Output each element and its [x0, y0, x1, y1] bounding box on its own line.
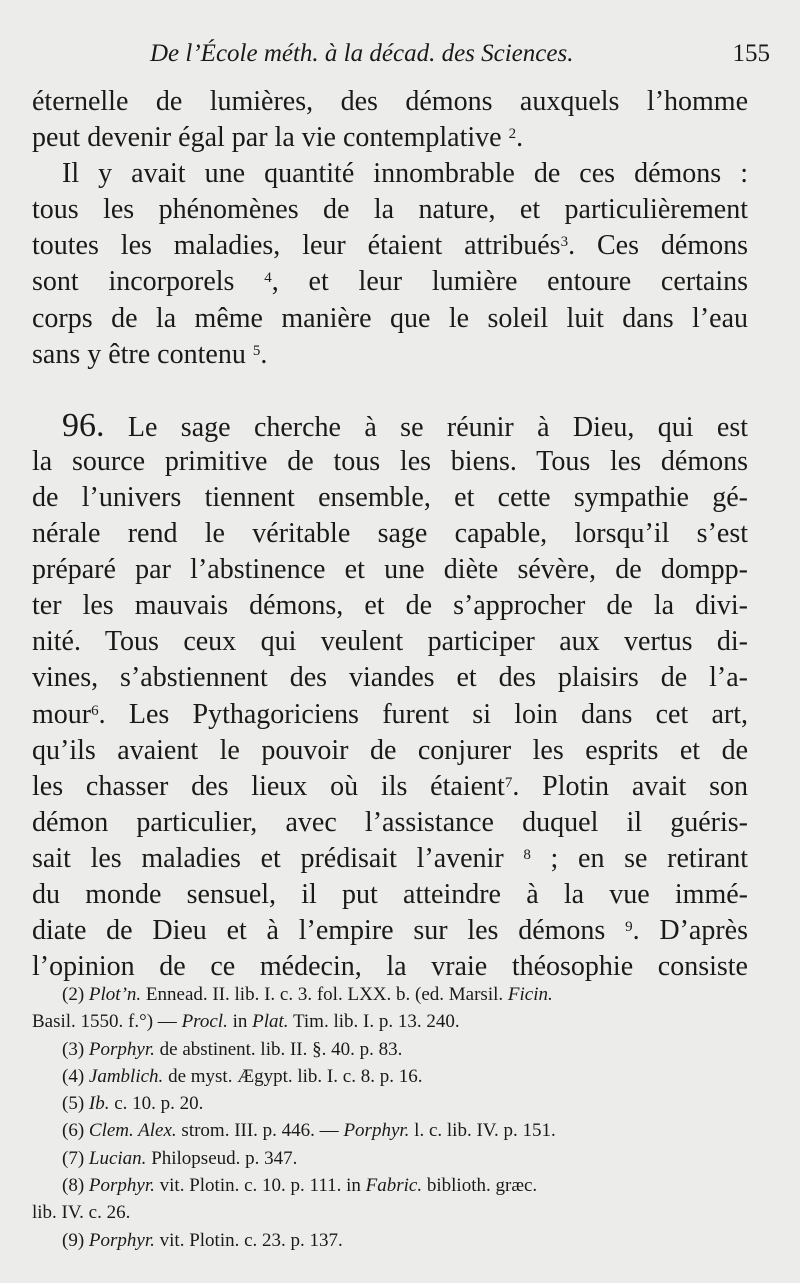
- text-line: sait les maladies et prédisait l’avenir $^8$ ; en se retirant: [32, 842, 748, 874]
- text-line: du monde sensuel, il put atteindre à la vue immé-: [32, 878, 748, 910]
- text-line: corps de la même manière que le soleil luit dans l’eau: [32, 302, 748, 334]
- text-line: la source primitive de tous les biens. Tous les démons: [32, 445, 748, 477]
- text-line: sont incorporels $^4$, et leur lumière entoure certains: [32, 266, 748, 298]
- footnote: (7) Lucian. Philopseud. p. 347.: [62, 1147, 298, 1169]
- footnote-ref: 6: [91, 702, 99, 719]
- running-header: [150, 36, 770, 76]
- running-title: De l’École méth. à la décad. des Sciences.: [150, 40, 574, 67]
- text-line: l’opinion de ce médecin, la vraie théosophie consiste: [32, 951, 748, 983]
- footnote-ref: 9: [625, 919, 633, 936]
- text-line: peut devenir égal par la vie contemplative $^2$.: [32, 122, 524, 154]
- footnote-ref: 8: [523, 846, 531, 863]
- text-line: Il y avait une quantité innombrable de ces démons :: [62, 158, 748, 190]
- text-line: nérale rend le véritable sage capable, lorsqu’il s’est: [32, 518, 748, 550]
- footnote: (6) Clem. Alex. strom. III. p. 446. — Porphyr. l. c. lib. IV. p. 151.: [62, 1120, 556, 1142]
- text-line: tous les phénomènes de la nature, et particulièrement: [32, 194, 748, 226]
- text-line: démon particulier, avec l’assistance duquel il guéris-: [32, 806, 748, 838]
- footnote: (2) Plot’n. Ennead. II. lib. I. c. 3. fol. LXX. b. (ed. Marsil. Ficin.: [62, 984, 553, 1005]
- text-line: ter les mauvais démons, et de s’approcher de la divi-: [32, 590, 748, 622]
- text-line: vines, s’abstiennent des viandes et des plaisirs de l’a-: [32, 662, 748, 694]
- footnote-continuation: Basil. 1550. f.°) — Procl. in Plat. Tim. lib. I. p. 13. 240.: [32, 1011, 460, 1033]
- section-number: 96.: [62, 407, 105, 444]
- text-line: diate de Dieu et à l’empire sur les démons $^9$. D’après: [32, 915, 748, 947]
- footnote-ref: 7: [504, 774, 513, 791]
- text-line: de l’univers tiennent ensemble, et cette sympathie gé-: [32, 481, 748, 513]
- text-line: mour$^6$. Les Pythagoriciens furent si loin dans cet art,: [32, 698, 748, 730]
- text-line: préparé par l’abstinence et une diète sévère, de dompp-: [32, 554, 748, 586]
- main-text: [32, 84, 748, 985]
- text-line: éternelle de lumières, des démons auxquels l’homme: [32, 86, 748, 117]
- text-line: toutes les maladies, leur étaient attribués$^3$. Ces démons: [32, 230, 748, 262]
- footnote: (3) Porphyr. de abstinent. lib. II. §. 40. p. 83.: [62, 1038, 403, 1060]
- footnote: (9) Porphyr. vit. Plotin. c. 23. p. 137.: [62, 1229, 343, 1251]
- footnote-ref: 2: [508, 126, 517, 143]
- footnotes: [32, 981, 752, 1254]
- text-line: sans y être contenu $^5$.: [32, 338, 268, 370]
- text-line: nité. Tous ceux qui veulent participer aux vertus di-: [32, 626, 748, 658]
- footnote-ref: 3: [560, 234, 569, 251]
- footnote-continuation: lib. IV. c. 26.: [32, 1202, 131, 1224]
- text-line: les chasser des lieux où ils étaient$^7$. Plotin avait son: [32, 770, 748, 802]
- text-line: qu’ils avaient le pouvoir de conjurer les esprits et de: [32, 734, 748, 766]
- footnote: (4) Jamblich. de myst. Ægypt. lib. I. c. 8. p. 16.: [62, 1065, 423, 1087]
- footnote: (8) Porphyr. vit. Plotin. c. 10. p. 111. in Fabric. biblioth. græc.: [62, 1175, 538, 1197]
- footnote-ref: 4: [264, 270, 272, 287]
- footnote: (5) Ib. c. 10. p. 20.: [62, 1093, 204, 1115]
- text-line: 96. Le sage cherche à se réunir à Dieu, qui est: [62, 407, 748, 444]
- footnote-ref: 5: [252, 342, 261, 359]
- page-number: 155: [732, 40, 770, 67]
